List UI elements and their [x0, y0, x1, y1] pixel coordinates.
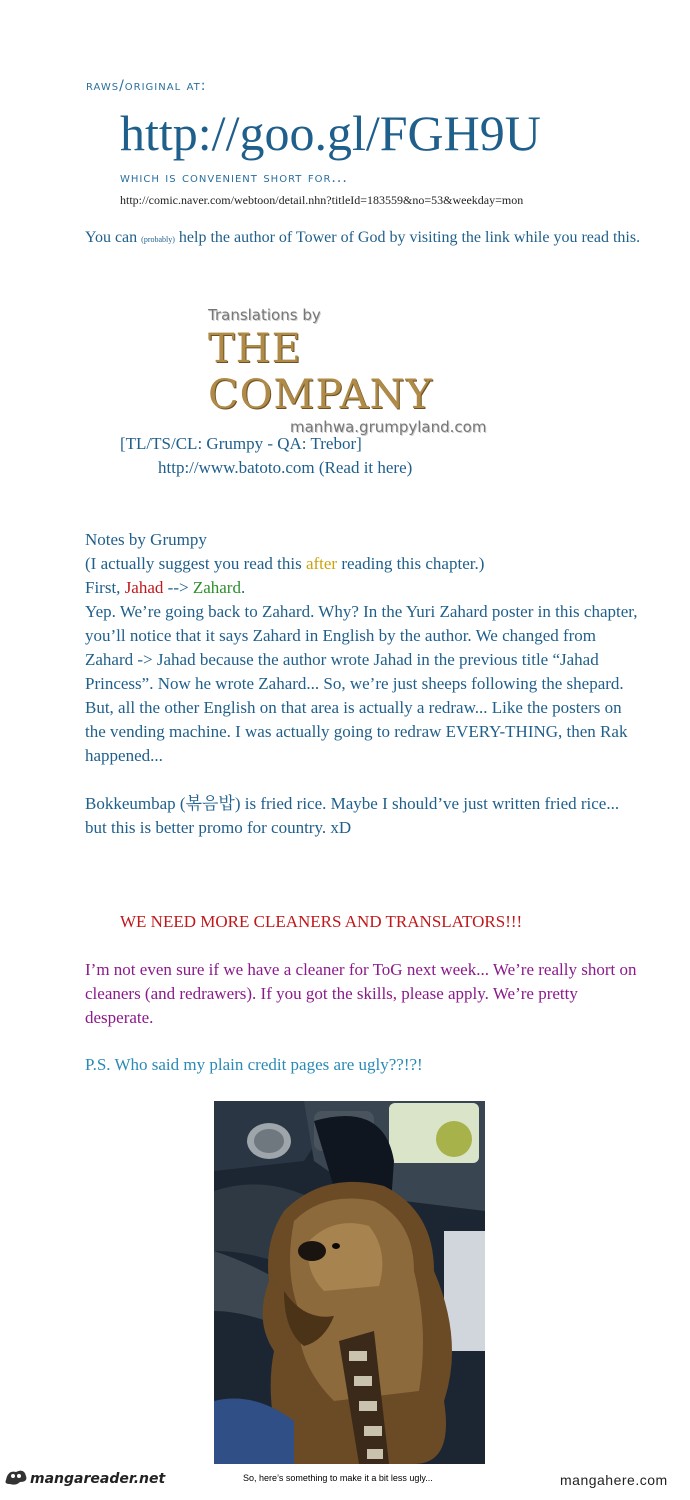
credits [120, 432, 412, 480]
suggest-highlight: after [305, 554, 338, 573]
first-new: Zahard [192, 578, 241, 597]
mangareader-text: mangareader.net [30, 1471, 166, 1487]
logo-main-line: THE COMPANY [208, 326, 433, 418]
suggest-after: reading this chapter.) [337, 554, 485, 573]
dog-photo-illustration [214, 1101, 485, 1464]
first-old: Jahad [124, 578, 164, 597]
paragraph-gap [85, 768, 645, 792]
recruit-heading: WE NEED MORE CLEANERS AND TRANSLATORS!!! [120, 912, 523, 931]
notes-section [85, 528, 645, 840]
plea-text: I’m not even sure if we have a cleaner for ToG next week... We’re really short on cleaners (and redrawers). If you got the skills, please apply. We’re pretty desperate. [85, 960, 637, 1027]
first-prefix: First, [85, 578, 125, 597]
credits-line-2: http://www.batoto.com (Read it here) [158, 458, 413, 477]
raws-label: raws/original at: [86, 78, 207, 94]
notes-title: Notes by Grumpy [85, 530, 207, 549]
credits-line-1: [TL/TS/CL: Grumpy - QA: Trebor] [120, 434, 362, 453]
ps-text: P.S. Who said my plain credit pages are ugly??!?! [85, 1055, 423, 1074]
first-arrow: --> [163, 578, 193, 597]
first-end: . [240, 578, 246, 597]
dog-photo [214, 1101, 485, 1464]
help-text-before: You can [85, 229, 142, 246]
logo-small-line: Translations by [208, 306, 321, 324]
photo-caption: So, here’s something to make it a bit less ugly... [243, 1473, 433, 1483]
notes-first [85, 576, 645, 600]
notes-suggest [85, 552, 645, 576]
help-text-after: help the author of Tower of God by visiting the link while you read this. [174, 229, 641, 246]
mangareader-watermark [4, 1468, 165, 1490]
translator-logo [208, 306, 528, 436]
notes-bokkeumbap: Bokkeumbap (볶음밥) is fried rice. Maybe I should’ve just written fried rice... but this is better promo for country. xD [85, 794, 620, 837]
short-url-link[interactable]: http://goo.gl/FGH9U [120, 105, 541, 161]
logo-site-line: manhwa.grumpyland.com [290, 418, 487, 436]
help-text [85, 228, 645, 249]
mangareader-logo-icon [4, 1468, 30, 1490]
help-text-small: (probably) [141, 235, 175, 244]
suggest-before: (I actually suggest you read this [85, 554, 306, 573]
long-url-link[interactable]: http://comic.naver.com/webtoon/detail.nhn?titleId=183559&no=53&weekday=mon [120, 193, 524, 207]
convenient-label: which is convenient short for... [120, 170, 348, 186]
notes-paragraph: Yep. We’re going back to Zahard. Why? In the Yuri Zahard poster in this chapter, you’ll notice that it says Zahard in English by the author. We changed from Zahard -> Jahad because the author wrote Jahad in the previous title “Jahad Princess”. Now he wrote Zahard... So, we’re just sheeps following the shepard. But, all the other English on that area is actually a redraw... Like the posters on the vending machine. I was actually going to redraw EVERY-THING, then Rak happened... [85, 602, 638, 765]
mangahere-watermark: mangahere.com [560, 1472, 668, 1488]
